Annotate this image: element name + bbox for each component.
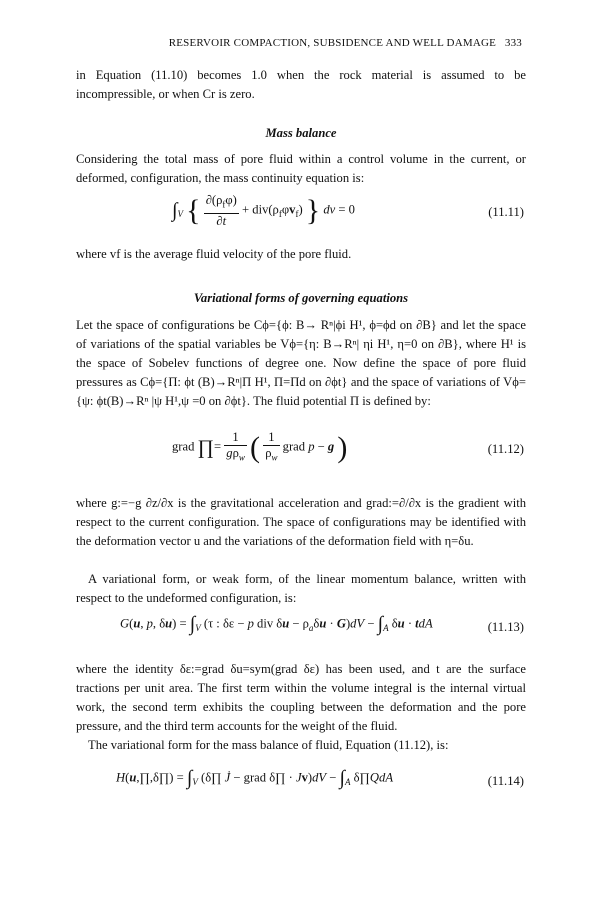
equation-number-11-12: (11.12) — [487, 442, 524, 456]
paragraph-8: The variational form for the mass balance of fluid, Equation (11.12), is: — [88, 738, 449, 752]
equation-11-14: H(u,∏,δ∏) = $\int_V$ (δ∏ J̇ − grad δ∏ · $Jv)dV - \int_A$ δ∏QdA — [116, 767, 394, 789]
heading-variational-forms: Variational forms of governing equations — [193, 291, 409, 305]
paragraph-3: where vf is the average fluid velocity of the pore fluid. — [76, 247, 352, 261]
paragraph-6: A variational form, or weak form, of the linear momentum balance, written with respect to the undeformed configuration, is: — [76, 572, 526, 605]
paragraph-2: Considering the total mass of pore fluid within a control volume in the current, or deformed, configuration, the mass continuity equation is: — [76, 152, 526, 185]
equation-11-12: grad ∏= $\frac{1}{g\rho_w}$ ( $\frac{1}{\rho_w}$ grad p − g ) — [172, 430, 348, 464]
page-number: 333 — [504, 37, 522, 49]
equation-number-11-13: (11.13) — [487, 620, 524, 634]
running-header — [169, 37, 522, 49]
equation-11-13: G(u, p, $\delta u) = \int_V$ (τ : δε − p div $\delta u - \rho_a\delta u \cdot G)dV - \int_A$ δu · tdA — [120, 613, 433, 635]
paragraph-1: in Equation (11.10) becomes 1.0 when the rock material is assumed to be incompressible, or when Cr is zero. — [76, 68, 526, 101]
equation-number-11-11: (11.11) — [488, 205, 524, 219]
paragraph-4: Let the space of configurations be Cϕ={ϕ: B→ Rⁿ|ϕi H¹, ϕ=ϕd on ∂B} and let the space of variations of the spatial variables be Vϕ={η: B→Rⁿ| ηi H¹, η=0 on ∂B}, where H¹ is the space of Sobelev functions of degree one. Now define the space of pore fluid pressures as Cϕ={Π: ϕt (B)→Rⁿ|Π H¹, Π=Πd on ∂ϕt} and the space of variations of Vϕ={ψ: ϕt(B)→Rⁿ |ψ H¹,ψ =0 on ∂ϕt}. The fluid potential Π is defined by: — [76, 318, 526, 408]
heading-mass-balance: Mass balance — [265, 126, 337, 140]
equation-number-11-14: (11.14) — [487, 774, 524, 788]
equation-11-11: $\int_V$ { $\frac{\partial(\rho_f\varphi)}{\partial t}$ + $div(\rho_f\varphi v_f)$ } dv = 0 — [172, 193, 355, 228]
paragraph-7: where the identity δε:=grad δu=sym(grad δε) has been used, and t are the surface tractions per unit area. The first term within the volume integral is the internal virtual work, the second term exhibits the coupling between the deformation and the pore pressure, and the third term accounts for the weight of the fluid. — [76, 662, 526, 733]
paragraph-5: where g:=−g ∂z/∂x is the gravitational acceleration and grad:=∂/∂x is the gradient with respect to the current configuration. The space of configurations may be identified with the deformation vector u and the variations of the deformation field with η=δu. — [76, 496, 526, 548]
running-title: RESERVOIR COMPACTION, SUBSIDENCE AND WELL DAMAGE — [168, 37, 497, 49]
